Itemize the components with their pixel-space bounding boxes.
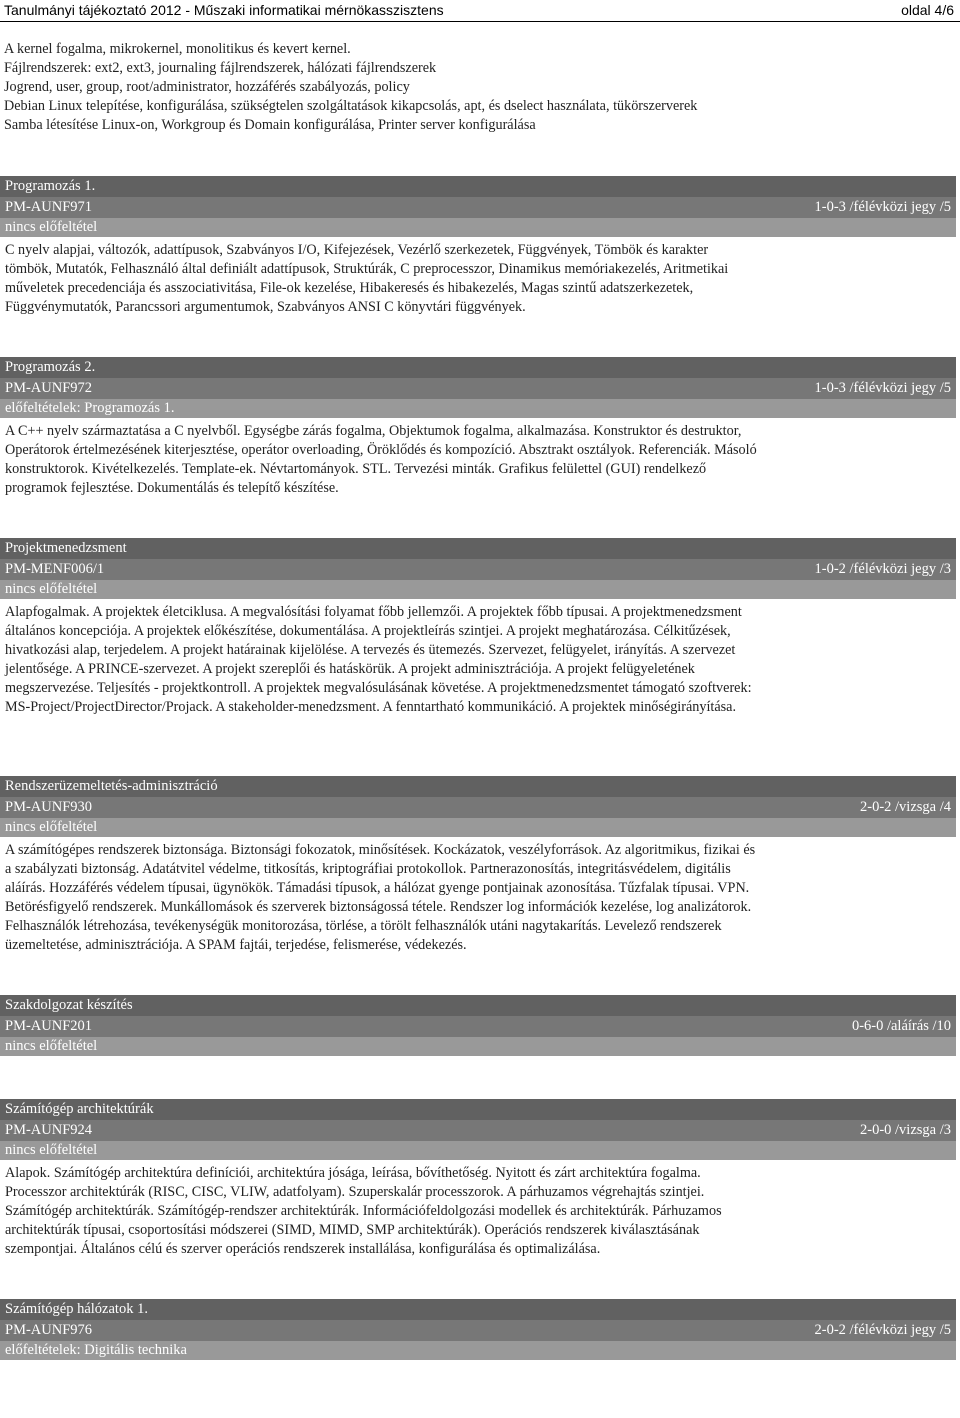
- course-prereq-bar: [0, 1141, 956, 1160]
- course-prereq: nincs előfeltétel: [5, 581, 98, 597]
- course-code: PM-AUNF201: [5, 1018, 93, 1034]
- course-szamitogep-halozatok-1: [0, 1299, 956, 1360]
- course-title: Rendszerüzemeltetés-adminisztráció: [5, 778, 218, 794]
- description-line: jelentősége. A PRINCE-szervezet. A projekt szereplői és hatáskörük. A projekt adminisztrációja. A projekt felügyeletének: [5, 661, 695, 677]
- course-credits: 1-0-3 /félévközi jegy /5: [814, 380, 951, 396]
- description-line: Alapok. Számítógép architektúra definíciói, architektúra jósága, leírása, bővíthetőség. Nyitott és zárt architektúra fogalma.: [5, 1165, 701, 1181]
- intro-text: [4, 40, 954, 135]
- course-description: [0, 1160, 956, 1259]
- description-line: Felhasználók létrehozása, tevékenységük monitorozása, törlése, a törölt felhasználók utáni nagytakarítás. Levelező rendszerek: [5, 918, 722, 934]
- course-programozas-1: [0, 176, 956, 317]
- description-line: Processzor architektúrák (RISC, CISC, VLIW, adatfolyam). Szuperskalár processzorok. A párhuzamos végrehajtás szintjei.: [5, 1184, 705, 1200]
- page-number: oldal 4/6: [901, 2, 954, 18]
- description-line: programok fejlesztése. Dokumentálás és telepítő készítése.: [5, 480, 339, 496]
- description-line: Alapfogalmak. A projektek életciklusa. A megvalósítási folyamat főbb jellemzői. A projektek főbb típusai. A projektmenedzsment: [5, 604, 742, 620]
- description-line: a szabályzati biztonság. Adatátvitel védelme, titkosítás, kriptográfiai protokollok. Partnerazonosítás, integritásvédelem, digitális: [5, 861, 731, 877]
- course-credits: 0-6-0 /aláírás /10: [851, 1018, 951, 1034]
- course-code: PM-AUNF972: [5, 380, 93, 396]
- course-code-bar: [0, 1320, 956, 1341]
- course-rendszeruzemeltetes: [0, 776, 956, 955]
- course-code-bar: [0, 1016, 956, 1037]
- description-line: üzemeltetése, adminisztrációja. A SPAM fajtái, terjedése, felismerése, védekezés.: [5, 937, 467, 953]
- description-line: aláírás. Hozzáférés védelem típusai, ügynökök. Támadási típusok, a hálózat gyenge pontjainak azonosítása. Tűzfalak típusai. VPN.: [5, 880, 750, 896]
- course-credits: 2-0-0 /vizsga /3: [859, 1122, 951, 1138]
- course-title-bar: [0, 1099, 956, 1120]
- description-line: architektúrák típusai, csoportosítási módszerei (SIMD, MIMD, SMP architektúrák). Operációs rendszerek kiválasztásának: [5, 1222, 700, 1238]
- course-title: Szakdolgozat készítés: [5, 997, 133, 1013]
- header-divider: [0, 21, 960, 22]
- intro-line: Samba létesítése Linux-on, Workgroup és Domain konfigurálása, Printer server konfigurálása: [4, 117, 536, 133]
- course-prereq: nincs előfeltétel: [5, 219, 98, 235]
- course-credits: 1-0-2 /félévközi jegy /3: [814, 561, 951, 577]
- course-title: Számítógép hálózatok 1.: [5, 1301, 148, 1317]
- description-line: A C++ nyelv származtatása a C nyelvből. Egységbe zárás fogalma, Objektumok fogalma, alkalmazása. Konstruktor és destruktor,: [5, 423, 742, 439]
- course-title-bar: [0, 357, 956, 378]
- course-prereq: előfeltételek: Digitális technika: [5, 1342, 187, 1358]
- course-title-bar: [0, 176, 956, 197]
- course-title: Számítógép architektúrák: [5, 1101, 154, 1117]
- document-title: Tanulmányi tájékoztató 2012 - Műszaki informatikai mérnökasszisztens: [4, 2, 444, 18]
- course-description: [0, 237, 956, 317]
- course-prereq-bar: [0, 818, 956, 837]
- course-code: PM-AUNF924: [5, 1122, 93, 1138]
- course-prereq: előfeltételek: Programozás 1.: [5, 400, 175, 416]
- course-szakdolgozat: [0, 995, 956, 1056]
- description-line: A számítógépes rendszerek biztonsága. Biztonsági fokozatok, minősítések. Kockázatok, veszélyforrások. Az algoritmikus, fizikai és: [5, 842, 756, 858]
- description-line: MS-Project/ProjectDirector/Projack. A stakeholder-menedzsment. A fenntartható kommunikáció. A projektek minőségirányítása.: [5, 699, 736, 715]
- course-title: Programozás 2.: [5, 359, 96, 375]
- course-title-bar: [0, 1299, 956, 1320]
- description-line: hivatkozási alap, terjedelem. A projekt határainak kijelölése. A tervezés és ütemezés. Szervezet, felügyelet, irányítás. A szervezet: [5, 642, 736, 658]
- course-prereq: nincs előfeltétel: [5, 1038, 98, 1054]
- intro-line: A kernel fogalma, mikrokernel, monolitikus és kevert kernel.: [4, 41, 351, 57]
- description-line: tömbök, Mutatók, Felhasználó által definiált adattípusok, Struktúrák, C preprocesszor, Dinamikus memóriakezelés, Aritmetikai: [5, 261, 729, 277]
- course-code: PM-AUNF976: [5, 1322, 93, 1338]
- course-code-bar: [0, 559, 956, 580]
- description-line: általános koncepciója. A projektek előkészítése, dokumentálása. A projektleírás szintjei. A projekt meghatározása. Célkitűzések,: [5, 623, 731, 639]
- course-description: [0, 418, 956, 498]
- description-line: Operátorok értelmezésének kiterjesztése, operátor overloading, Öröklődés és kompozíció. Absztrakt osztályok. Referenciák. Másoló: [5, 442, 757, 458]
- course-code-bar: [0, 378, 956, 399]
- course-programozas-2: [0, 357, 956, 498]
- intro-line: Fájlrendszerek: ext2, ext3, journaling fájlrendszerek, hálózati fájlrendszerek: [4, 60, 437, 76]
- course-prereq-bar: [0, 218, 956, 237]
- course-prereq: nincs előfeltétel: [5, 819, 98, 835]
- course-code-bar: [0, 1120, 956, 1141]
- course-title-bar: [0, 776, 956, 797]
- intro-line: Debian Linux telepítése, konfigurálása, szükségtelen szolgáltatások kikapcsolás, apt, és dselect használata, tükörszerverek: [4, 98, 698, 114]
- course-code: PM-AUNF971: [5, 199, 93, 215]
- course-code: PM-AUNF930: [5, 799, 93, 815]
- course-code-bar: [0, 797, 956, 818]
- page-header: [4, 0, 954, 20]
- description-line: Függvénymutatók, Parancssori argumentumok, Szabványos ANSI C könyvtári függvények.: [5, 299, 526, 315]
- description-line: C nyelv alapjai, változók, adattípusok, Szabványos I/O, Kifejezések, Vezérlő szerkezetek, Függvények, Tömbök és karakter: [5, 242, 709, 258]
- course-prereq-bar: [0, 399, 956, 418]
- description-line: Számítógép architektúrák. Számítógép-rendszer architektúrák. Információfeldolgozási modellek és architektúrák. Párhuzamos: [5, 1203, 722, 1219]
- description-line: műveletek precedenciája és asszociativitása, File-ok kezelése, Hibakeresés és hibakezelés, Magas szintű adatszerkezetek,: [5, 280, 694, 296]
- course-description: [0, 837, 956, 955]
- description-line: szempontjai. Általános célú és szerver operációs rendszerek installálása, konfigurálása és optimalizálása.: [5, 1241, 601, 1257]
- course-prereq-bar: [0, 1037, 956, 1056]
- course-title: Projektmenedzsment: [5, 540, 127, 556]
- course-projektmenedzsment: [0, 538, 956, 717]
- course-description: [0, 599, 956, 717]
- intro-line: Jogrend, user, group, root/administrator, hozzáférés szabályozás, policy: [4, 79, 410, 95]
- course-code: PM-MENF006/1: [5, 561, 105, 577]
- course-title-bar: [0, 995, 956, 1016]
- course-prereq-bar: [0, 580, 956, 599]
- course-title-bar: [0, 538, 956, 559]
- course-szamitogep-architekturak: [0, 1099, 956, 1259]
- course-prereq: nincs előfeltétel: [5, 1142, 98, 1158]
- course-code-bar: [0, 197, 956, 218]
- description-line: konstruktorok. Kivételkezelés. Template-ek. Névtartományok. STL. Tervezési minták. Grafikus felülettel (GUI) rendelkező: [5, 461, 707, 477]
- description-line: Betörésfigyelő rendszerek. Munkállomások és szerverek biztonságossá tétele. Rendszer log információk kezelése, log analizátorok.: [5, 899, 752, 915]
- course-credits: 2-0-2 /vizsga /4: [859, 799, 951, 815]
- course-credits: 2-0-2 /félévközi jegy /5: [814, 1322, 951, 1338]
- description-line: megszervezése. Teljesítés - projektkontroll. A projektek megvalósulásának követése. A projektmenedzsmentet támogató szoftverek:: [5, 680, 752, 696]
- course-prereq-bar: [0, 1341, 956, 1360]
- course-credits: 1-0-3 /félévközi jegy /5: [814, 199, 951, 215]
- course-title: Programozás 1.: [5, 178, 96, 194]
